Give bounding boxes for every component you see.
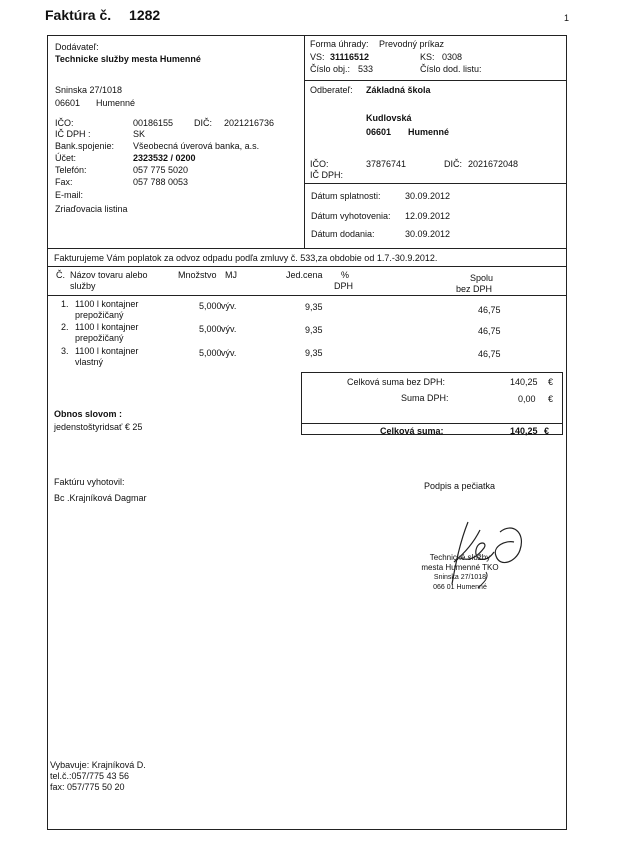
supplier-note: Zriaďovacia listina xyxy=(55,204,128,214)
supplier-city: Humenné xyxy=(96,98,136,108)
supplier-phone: 057 775 5020 xyxy=(133,165,189,175)
customer-divider xyxy=(304,183,567,184)
supplier-dic-label: DIČ: xyxy=(194,118,212,128)
supplier-name: Technicke služby mesta Humenné xyxy=(55,54,201,64)
subtotal-label: Celková suma bez DPH: xyxy=(347,377,446,387)
supplier-dic: 2021216736 xyxy=(224,118,275,128)
supplier-street: Sninska 27/1018 xyxy=(55,85,123,95)
row-name: 1100 l kontajner xyxy=(75,346,139,356)
supplier-ico: 00186155 xyxy=(133,118,174,128)
col-total-header-1: Spolu xyxy=(470,273,494,283)
vat-sum-label: Suma DPH: xyxy=(401,393,449,403)
handwritten-signature xyxy=(438,512,528,592)
row-unit: výv. xyxy=(221,348,237,358)
footer-fax: fax: 057/775 50 20 xyxy=(50,782,125,792)
row-price: 9,35 xyxy=(305,302,323,312)
total-currency: € xyxy=(544,426,550,436)
vat-sum-currency: € xyxy=(548,394,554,404)
col-no-header: Č. xyxy=(56,270,65,280)
total-value: 140,25 xyxy=(510,426,538,436)
row-price: 9,35 xyxy=(305,325,323,335)
supplier-ico-label: IČO: xyxy=(55,118,74,128)
col-name-header-1: Názov tovaru alebo xyxy=(70,270,148,280)
customer-ico-label: IČO: xyxy=(310,159,329,169)
row-name: 1100 l kontajner xyxy=(75,322,139,332)
vs-value: 31116512 xyxy=(330,52,370,62)
header-divider xyxy=(304,35,305,248)
table-header-line xyxy=(47,295,567,296)
due-date-label: Dátum splatnosti: xyxy=(311,191,381,201)
customer-ico: 37876741 xyxy=(366,159,407,169)
supplier-icdph: SK xyxy=(133,129,146,139)
supplier-fax-label: Fax: xyxy=(55,177,73,187)
customer-label: Odberateľ: xyxy=(310,85,353,95)
row-no: 2. xyxy=(61,322,69,332)
page-number: 1 xyxy=(564,13,570,23)
ks-value: 0308 xyxy=(442,52,463,62)
vs-label: VS: xyxy=(310,52,325,62)
footer-handled-by: Vybavuje: Krajníková D. xyxy=(50,760,146,770)
customer-dic: 2021672048 xyxy=(468,159,519,169)
invoice-title xyxy=(45,7,160,23)
row-price: 9,35 xyxy=(305,348,323,358)
issue-date: 12.09.2012 xyxy=(405,211,451,221)
delivery-note-label: Číslo dod. listu: xyxy=(420,64,482,74)
col-unit-header: MJ xyxy=(225,270,237,280)
row-total: 46,75 xyxy=(478,305,501,315)
invoice-number: 1282 xyxy=(129,7,161,23)
payment-form-label: Forma úhrady: xyxy=(310,39,369,49)
row-no: 3. xyxy=(61,346,69,356)
summary-total-line xyxy=(301,423,563,424)
delivery-date: 30.09.2012 xyxy=(405,229,451,239)
row-name: 1100 l kontajner xyxy=(75,299,139,309)
delivery-date-label: Dátum dodania: xyxy=(311,229,375,239)
due-date: 30.09.2012 xyxy=(405,191,451,201)
row-unit: výv. xyxy=(221,324,237,334)
supplier-phone-label: Telefón: xyxy=(55,165,87,175)
row-unit: výv. xyxy=(221,301,237,311)
stamp-line-2: mesta Humenné TKO xyxy=(421,563,499,572)
signature-label: Podpis a pečiatka xyxy=(424,481,496,491)
supplier-bank-label: Bank.spojenie: xyxy=(55,141,115,151)
col-vat-header-2: DPH xyxy=(334,281,354,291)
stamp-line-4: 066 01 Humenné xyxy=(433,584,487,591)
row-qty: 5,000 xyxy=(199,324,222,334)
supplier-fax: 057 788 0053 xyxy=(133,177,189,187)
amount-in-words: jedenstoštyridsať € 25 xyxy=(54,422,143,432)
issued-by-name: Bc .Krajníková Dagmar xyxy=(54,493,147,503)
payment-form: Prevodný príkaz xyxy=(379,39,445,49)
invoice-intro: Fakturujeme Vám poplatok za odvoz odpadu podľa zmluvy č. 533,za obdobie od 1.7.-30.9.2012. xyxy=(54,253,438,263)
supplier-account: 2323532 / 0200 xyxy=(133,153,196,163)
supplier-account-label: Účet: xyxy=(55,153,77,163)
payment-divider xyxy=(304,80,567,81)
customer-dic-label: DIČ: xyxy=(444,159,462,169)
header-bottom-line xyxy=(47,248,567,249)
issued-by-label: Faktúru vyhotovil: xyxy=(54,477,125,487)
total-label: Celková suma: xyxy=(380,426,444,436)
supplier-bank: Všeobecná úverová banka, a.s. xyxy=(133,141,260,151)
row-name-2: prepožičaný xyxy=(75,333,124,343)
supplier-label: Dodávateľ: xyxy=(55,42,99,52)
issue-date-label: Dátum vyhotovenia: xyxy=(311,211,391,221)
row-qty: 5,000 xyxy=(199,301,222,311)
row-total: 46,75 xyxy=(478,326,501,336)
row-name-2: vlastný xyxy=(75,357,104,367)
subtotal-currency: € xyxy=(548,377,554,387)
row-no: 1. xyxy=(61,299,69,309)
supplier-icdph-label: IČ DPH : xyxy=(55,129,91,139)
row-qty: 5,000 xyxy=(199,348,222,358)
stamp-line-3: Sninska 27/1018 xyxy=(433,574,487,581)
col-qty-header: Množstvo xyxy=(178,270,217,280)
intro-bottom-line xyxy=(47,266,567,267)
row-total: 46,75 xyxy=(478,349,501,359)
stamp-line-1: Technické služby xyxy=(429,553,491,562)
customer-name: Základná škola xyxy=(366,85,431,95)
row-name-2: prepožičaný xyxy=(75,310,124,320)
col-total-header-2: bez DPH xyxy=(456,284,493,294)
col-price-header: Jed.cena xyxy=(286,270,323,280)
order-label: Číslo obj.: xyxy=(310,64,351,74)
col-vat-header-1: % xyxy=(341,270,350,280)
col-name-header-2: služby xyxy=(70,281,96,291)
order-value: 533 xyxy=(358,64,374,74)
ks-label: KS: xyxy=(420,52,435,62)
subtotal-value: 140,25 xyxy=(510,377,538,387)
footer-phone: tel.č.:057/775 43 56 xyxy=(50,771,130,781)
vat-sum-value: 0,00 xyxy=(518,394,536,404)
customer-zip: 06601 xyxy=(366,127,392,137)
supplier-zip: 06601 xyxy=(55,98,81,108)
customer-street: Kudlovská xyxy=(366,113,412,123)
invoice-title-label: Faktúra č. xyxy=(45,7,112,23)
amount-in-words-label: Obnos slovom : xyxy=(54,409,123,419)
supplier-email-label: E-mail: xyxy=(55,190,84,200)
customer-city: Humenné xyxy=(408,127,450,137)
customer-icdph-label: IČ DPH: xyxy=(310,170,344,180)
